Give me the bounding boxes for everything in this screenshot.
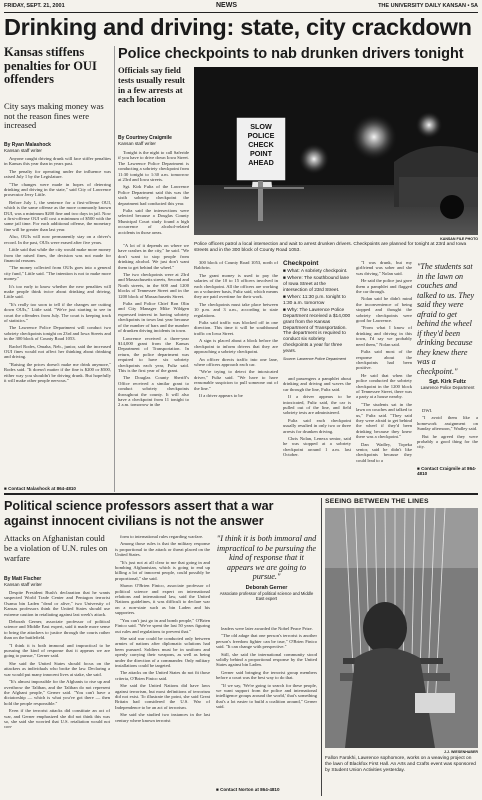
- masthead: [4, 2, 478, 11]
- sign-line: POLICE: [247, 131, 275, 140]
- paragraph: She said the United States should focus on the attackers as individuals who broke the law. Declaring a war would put many innocent lives at stake, she said.: [4, 660, 110, 677]
- story1-deck: City says making money was not the reason fines were increased: [4, 101, 104, 130]
- paragraph: "It's just not at all clear to me that going in and bombing Afghanistan, which is going to end up killing a lot of innocent people, could possibly be proportional," she said.: [115, 559, 210, 581]
- story2-byline: By Courtney Craigmile: [118, 135, 172, 141]
- bullet-icon: ■: [283, 269, 288, 274]
- factbox-item-text: What: A sobriety checkpoint.: [287, 269, 348, 274]
- section-rule: [4, 493, 478, 495]
- paragraph: Chris Nolan, Lenexa senior, said he was stopped at a sobriety checkpoint around 1 a.m. last October.: [283, 436, 351, 458]
- masthead-section: NEWS: [216, 2, 237, 9]
- story1-body: [4, 156, 111, 482]
- pullquote-fultz-text: "The students sat in the lawn on couches and talked to us. They said they were afraid to get behind the wheel if they'd been drinking because they knew there was a checkpoint.": [417, 262, 475, 376]
- weaving-scene: [325, 508, 478, 748]
- paragraph: Dan Wadley, Topeka senior, said he didn't like checkpoints because they could lead to a: [356, 441, 412, 463]
- story3-body-a: [4, 590, 110, 796]
- paragraph: Little said that while the city would make more money from the raised fines, the decision was not made for financial reasons.: [4, 247, 111, 263]
- paragraph: Still, she said the international community stood solidly behind a proportional response by the United States against bin Laden.: [216, 651, 317, 668]
- paragraph: The Douglas County Sheriff's Office received a similar grant to conduct sobriety checkpoints throughout the county. It will also have a checkpoint from 11 tonight to 2 a.m. tomorrow in the: [118, 375, 189, 408]
- factbox-title: Checkpoint: [283, 260, 319, 267]
- paragraph: Nolan said he didn't mind the inconvenience of being stopped and thought the sobriety checkpoints were good for Lawrence.: [356, 296, 412, 324]
- paragraph: "It's almost impossible for the Afghanis to rise up and overthrow the Taliban, and the Taliban do not represent the Afghani people," Gerner said. "You can't have a dictatorship — which is what you've got there — then hold the people responsible.": [4, 679, 110, 706]
- story3-byline: By Matt Fischer: [4, 576, 42, 582]
- story2-body-e: [356, 260, 412, 486]
- sign-line: SLOW: [250, 122, 272, 131]
- paragraph: Fultz said the intersections were selected because a Douglas County Municipal Court study found a high occurrence of alcohol-related accidents in those areas.: [118, 208, 189, 235]
- photo-sign-text: [237, 122, 285, 167]
- weaving-photo: [325, 508, 478, 748]
- paragraph: DWI.: [422, 408, 433, 413]
- factbox-item-text: When: 11:30 p.m. tonight to 1:30 a.m. tomorrow: [283, 295, 346, 306]
- paragraph: She said she studied two instances in the last century where known terrorist: [115, 712, 210, 723]
- paragraph: The two checkpoints were at 23rd and Massachusetts streets, Second and North streets, in the 600 and 1200 blocks of Tennessee Street and in the 1200 block of Massachusetts Street.: [118, 272, 189, 299]
- paragraph: "It's really too soon to tell if the changes are cutting down OUIs," Little said. "We're just starting to see in court the offenders from July. The court is keeping track of statistics.": [4, 301, 111, 323]
- paragraph: "If we say, 'We're going to search for these people, we want support from the police and international intelligence groups around the world,' that's something that's a lot easier to build a coalition around," Gerner said.: [216, 682, 317, 710]
- paragraph: "The students sat in the lawn on couches and talked to us," Fultz said. "They said they were afraid to get behind the wheel if they'd been drinking because they knew there was a checkpoint.": [356, 401, 412, 440]
- paragraph: The attacks on the United States do not fit those criteria, O'Brien Finico said.: [115, 670, 210, 681]
- paragraph: If a driver appears to be intoxicated, Fultz said, the car is pulled out of the line, and field sobriety tests are administered.: [283, 394, 351, 416]
- paragraph: Fultz said most of the response about the checkpoints had been positive.: [356, 349, 412, 371]
- factbox-items: [283, 269, 351, 355]
- paragraph: Shawn O'Brien Finico, associate professor of political science and expert on international relations and international law, said the United Nations guidelines, it was difficult to declare war on a non-state such as bin Laden and his supporters.: [115, 583, 210, 616]
- bullet-icon: ■: [283, 295, 288, 301]
- paragraph: Lawrence received a three-year $14,000 grant from the Kansas Department of Transportation. In return, the police department was required to have six sobriety checkpoints each year, Fultz said. This is the first year of the grant.: [118, 335, 189, 373]
- paragraph: Fultz and Police Chief Ron Olin and City Manager Mike Wildgen expressed interest in having sobriety checkpoints in town last year because of the number of bars and the number of drunken driving incidents in town.: [118, 301, 189, 334]
- story2-deck: Officials say field tests usually result in a few arrests at each location: [118, 65, 185, 105]
- story3-body-b: [115, 534, 210, 796]
- paragraph: "A lot of it depends on where we have crashes in the city," he said. "We don't want to stop people from drinking alcohol. We just don't want them to get behind the wheel.": [118, 243, 189, 270]
- paragraph: Also, OUIs will now permanently stay on a driver's record. In the past, OUIs were erased after five years.: [4, 234, 111, 245]
- paragraph: "The old adage that one person's terrorist is another person's freedom fighter can be true," O'Brien Finico said. "It can change with perspective.": [216, 633, 317, 650]
- story2-contact: ■ Contact Craigmile at 864-4810: [417, 466, 477, 476]
- masthead-paper: THE UNIVERSITY DAILY KANSAN • 5A: [378, 3, 478, 9]
- photo-credit: KANSAN FILE PHOTO: [440, 237, 478, 241]
- story2-contact-text: Contact Craigmile at 864-4810: [417, 466, 477, 476]
- factbox: [283, 260, 351, 361]
- story3-deck: Attacks on Afghanistan could be a violation of U.N. rules on warfare: [4, 533, 108, 563]
- masthead-date: FRIDAY, SEPT. 21, 2001: [4, 3, 65, 9]
- paragraph: She said war could be conducted only between armies of nations after diplomatic solutions had been pursued. Soldiers must be in uniform and openly carrying their weapons, as well as being under the direction of a commander. Only military installations could be targeted.: [115, 635, 210, 668]
- story1-byline: By Ryan Malashock: [4, 142, 51, 148]
- sign-line: POINT: [250, 149, 272, 158]
- bullet-icon: ■: [283, 276, 288, 282]
- pullquote-fultz: [417, 262, 478, 390]
- pullquote-gerner-title: Associate professor of political science and Middle East expert: [219, 590, 314, 601]
- pullquote-gerner-name: Deborah Gerner: [245, 584, 288, 591]
- paragraph: "From what I know of drinking and driving in this town, I'd say we probably need them," Nolan said.: [356, 325, 412, 347]
- masthead-rule: [4, 12, 478, 13]
- factbox-item: [283, 269, 351, 275]
- paragraph: Even if the terrorist attacks did constitute an act of war, and Gerner emphasized she did not think this was so, she said she worried that U.S. retaliation would not con-: [4, 708, 110, 730]
- paragraph: and passengers a pamphlet about drinking and driving and waves the car through the line, Fultz said.: [283, 376, 351, 392]
- paragraph: 300 block of County Road 1053, north of Baldwin.: [194, 260, 278, 271]
- paragraph: "I think it is both immoral and impractical to be pursuing the kind of response that it appears we are going to pursue," Gerner said.: [4, 642, 110, 659]
- checkpoint-photo: [194, 67, 478, 235]
- paragraph: She said the United Nations did have laws against terrorism, but most definitions of terrorism did not exist. To illustrate the point, she said Great Britain had considered the U.S. War of Independence to be an act of terrorism.: [115, 683, 210, 710]
- paragraph: He said that when the police conducted the sobriety checkpoint in the 1200 block of Tennessee Street, there was a party at a house nearby.: [356, 372, 412, 400]
- story2-body-c: [194, 260, 278, 486]
- paragraph: "We're trying to detect the intoxicated driver," Fultz said. "We have to have reasonable suspicion to pull someone out of the line.": [194, 369, 278, 391]
- photo-caption: Police officers patrol a local intersection and wait to arrest drunken drivers. Checkpoints are planned for tonight at 23rd and Iowa streets and in the 300 block of County Road 1053.: [194, 242, 467, 253]
- factbox-item-text: Why: The Lawrence Police Department received a $14,000 grant from the Kansas Department of Transportation. The department is required to conduct six sobriety checkpoints a year for three years.: [283, 308, 351, 354]
- paragraph: An officer directs traffic into one lane, where officers approach each car.: [194, 356, 278, 367]
- paragraph: Fultz said traffic was blocked off in one direction. This time it will be southbound traffic on Iowa Street.: [194, 320, 278, 336]
- story2-body-b: [118, 243, 189, 483]
- sign-line: CHECK: [248, 140, 274, 149]
- sidebar-credit: J.J. WIESENHABER: [444, 750, 478, 754]
- sidebar-caption: Fallon Farokhi, Lawrence sophomore, works on a weaving project on the lawn of Blackfox First Hall. An Arts and Crafts event was sponsored by Student Union Activities yesterday.: [325, 756, 476, 773]
- paragraph: form to international rules regarding warfare.: [120, 534, 204, 539]
- story3-contact-text: Contact Norton at 864-4810: [220, 787, 280, 792]
- paragraph: Tonight is the night to call Saferide if you have to drive down Iowa Street. The Lawrence Police Department is conducting a sobriety checkpoint from 11:30 tonight to 1:30 a.m. tomorrow at 23rd and Iowa streets.: [118, 150, 189, 183]
- factbox-item: [283, 308, 351, 354]
- paragraph: leaders were later awarded the Nobel Peace Prize.: [221, 626, 313, 631]
- factbox-item: [283, 295, 351, 307]
- story3-headline: Political science professors assert that a war against innocent civilians is not the answer: [4, 499, 274, 528]
- sidebar-divider: [321, 498, 322, 796]
- divider: [114, 46, 115, 492]
- paragraph: It's too early to know whether the new penalties will make people think twice about drinking and driving, Little said.: [4, 283, 111, 300]
- pullquote-fultz-title: Lawrence Police Department: [420, 385, 475, 390]
- paragraph: Among those rules is that the military response is proportional to the attack or threat placed on the United States.: [115, 541, 210, 558]
- paragraph: "The changes were made in hopes of deterring drinking and driving in the state," said City of Lawrence prosecutor Jerry Little.: [4, 181, 111, 198]
- paragraph: The penalty for operating under the influence was raised July 1 by the Legislature.: [4, 168, 111, 180]
- story3-contact: ■ Contact Norton at 864-4810: [216, 787, 280, 792]
- story2-byline-title: Kansan staff writer: [118, 141, 156, 146]
- story2-headline: Police checkpoints to nab drunken drivers tonight: [118, 46, 464, 62]
- sign-line: AHEAD: [248, 158, 274, 167]
- paragraph: "I was drunk, but my girlfriend was sober and she was driving," Nolan said.: [356, 260, 412, 276]
- paragraph: The grant money is used to pay the salaries of the 10 to 15 officers involved in each checkpoint. All the officers are working on a volunteer basis, Fultz said, which means they are paid overtime for their work.: [194, 272, 278, 300]
- paragraph: Anyone caught driving drunk will face stiffer penalties in Kansas this year than in years past.: [4, 156, 111, 167]
- factbox-source: Source: Lawrence Police Department: [283, 356, 346, 361]
- story1-contact-text: Contact Malashock at 864-4810: [8, 486, 76, 491]
- paragraph: The checkpoints must take place between 10 p.m. and 3 a.m., according to state regulations.: [194, 301, 278, 318]
- pullquote-gerner: [216, 534, 317, 601]
- factbox-item-text: Where: The southbound lane of Iowa Street at the intersection of 23rd Street.: [283, 276, 350, 293]
- story3-byline-title: Kansan staff writer: [4, 582, 42, 587]
- paragraph: He said the police just gave them a pamphlet and flagged the car through.: [356, 278, 412, 295]
- paragraph: "Raising the prices doesn't make me drink anymore," Rodes said. "It doesn't matter if the fine is $200 or $500, either way you shouldn't be driving drunk. But hopefully it will make other people nervous.": [4, 361, 111, 384]
- pullquote-gerner-text: "I think it is both immoral and impractical to be pursuing the kind of response that it appears we are going to pursue.": [216, 534, 317, 582]
- paragraph: A sign is placed about a block before the checkpoint to inform drivers that they are approaching a sobriety checkpoint.: [194, 338, 278, 355]
- bullet-icon: ■: [283, 308, 288, 314]
- paragraph: But he agreed they were probably a good thing for the city.: [417, 433, 478, 450]
- paragraph: Despite President Bush's declaration that he wants suspected World Trade Center and Pentagon terrorist Osama bin Laden "dead or alive," two University of Kansas professors think the United States should use extreme caution in retaliating against last week's attack.: [4, 590, 110, 617]
- paragraph: Gerner said bringing the terrorist group members before a court was the best way to do that.: [216, 669, 317, 681]
- pullquote-fultz-name: Sgt. Kirk Fultz: [429, 379, 466, 385]
- paragraph: "The money collected from OUIs goes into a general city fund," Little said. "The intention is not to make more money.": [4, 265, 111, 282]
- banner-headline: Drinking and driving: state, city crackdown: [4, 14, 472, 40]
- paragraph: Fultz said each checkpoint usually resulted in only two or three arrests for drunken driving.: [283, 417, 351, 434]
- story1-byline-title: Kansan staff writer: [4, 148, 42, 153]
- paragraph: "You can't just go in and bomb people," O'Brien Finico said. "We've spent the last 50 years figuring out rules and regulations to prevent that.": [115, 617, 210, 634]
- paragraph: If a driver appears to be: [199, 392, 243, 398]
- factbox-item: [283, 276, 351, 293]
- story2-body-a: [118, 150, 189, 240]
- paragraph: The Lawrence Police Department will conduct two sobriety checkpoints tonight on 23rd and Iowa Streets and in the 300 block of County Road 1053.: [4, 325, 111, 342]
- story2-body-d: [283, 376, 351, 486]
- paragraph: Sgt. Kirk Fultz of the Lawrence Police Department said this was the sixth sobriety checkpoint the department had conducted this year.: [118, 184, 189, 206]
- paragraph: Rachel Rodes, Omaha, Neb., junior, said the increased OUI fines would not affect her thinking about drinking and driving.: [4, 343, 111, 360]
- sidebar-title: SEEING BETWEEN THE LINES: [325, 498, 429, 505]
- paragraph: "I avoid them like a homework assignment on Sunday afternoon," Wadley said.: [417, 415, 478, 432]
- story1-contact: ■ Contact Malashock at 864-4810: [4, 486, 76, 491]
- story3-body-c: [216, 626, 317, 790]
- paragraph: Deborah Gerner, associate professor of political science and Middle East expert, said it made more sense to bring the attackers to justice through the courts rather than on the battlefield.: [4, 619, 110, 641]
- story1-headline: Kansas stiffens penalties for OUI offenders: [4, 45, 97, 86]
- paragraph: Before July 1, the sentence for a first-offense OUI, which is the same offense as the more commonly known DUI, was a minimum $200 fine and two days in jail. Now a first-offense OUI will cost a minimum of $500 with the same jail time. For each additional offense, the monetary fine will be greater than last year.: [4, 199, 111, 232]
